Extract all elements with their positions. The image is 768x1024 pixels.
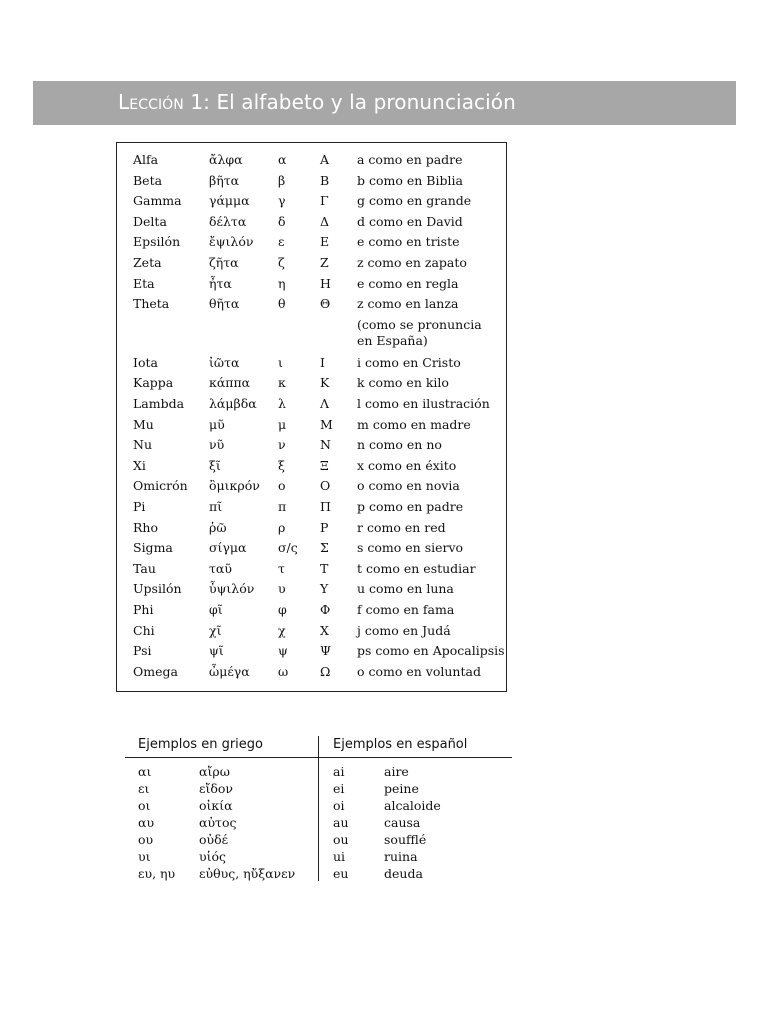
uppercase-letter: Ν bbox=[320, 437, 331, 453]
greek-name: ξῖ bbox=[209, 457, 221, 473]
pronunciation: x como en éxito bbox=[357, 457, 457, 473]
lowercase-letter: α bbox=[278, 152, 287, 167]
greek-examples-header: Ejemplos en griego bbox=[138, 737, 263, 752]
letter-name: Omicrón bbox=[133, 478, 188, 494]
spanish-diphthong: ai bbox=[333, 764, 345, 779]
pronunciation: (como se pronuncia bbox=[357, 316, 482, 332]
uppercase-letter: Ε bbox=[320, 234, 330, 250]
uppercase-letter: Μ bbox=[320, 416, 333, 432]
greek-example: εὐθυς, ηὔξανεν bbox=[199, 866, 296, 881]
lowercase-letter: θ bbox=[278, 296, 286, 312]
lowercase-letter: γ bbox=[278, 193, 286, 209]
uppercase-letter: Ω bbox=[320, 663, 331, 679]
pronunciation: j como en Judá bbox=[357, 622, 451, 638]
letter-name: Chi bbox=[133, 622, 155, 638]
pronunciation: z como en lanza bbox=[357, 296, 459, 312]
greek-diphthong: ει bbox=[138, 781, 150, 796]
letter-name: Mu bbox=[133, 416, 154, 432]
pronunciation: z como en zapato bbox=[357, 255, 467, 270]
pronunciation: o como en novia bbox=[357, 478, 460, 494]
uppercase-letter: Χ bbox=[320, 622, 329, 638]
uppercase-letter: Α bbox=[320, 152, 330, 167]
greek-name: ἔψιλόν bbox=[209, 234, 254, 250]
uppercase-letter: Ο bbox=[320, 478, 331, 494]
uppercase-letter: Κ bbox=[320, 375, 330, 391]
spanish-diphthong: ui bbox=[333, 849, 346, 864]
greek-name: λάμβδα bbox=[209, 396, 257, 411]
greek-example: υἱός bbox=[199, 849, 227, 864]
letter-name: Gamma bbox=[133, 193, 182, 209]
greek-name: ῥῶ bbox=[209, 519, 227, 535]
lowercase-letter: τ bbox=[278, 560, 285, 576]
pronunciation: u como en luna bbox=[357, 581, 454, 597]
letter-name: Phi bbox=[133, 602, 154, 617]
letter-name: Kappa bbox=[133, 375, 174, 391]
lowercase-letter: π bbox=[278, 499, 287, 514]
letter-name: Tau bbox=[133, 560, 156, 576]
pronunciation: e como en triste bbox=[357, 234, 460, 250]
lowercase-letter: λ bbox=[278, 396, 286, 411]
greek-name: χῖ bbox=[209, 622, 222, 638]
uppercase-letter: Σ bbox=[320, 540, 329, 556]
lowercase-letter: ε bbox=[278, 234, 285, 250]
page-title bbox=[118, 90, 516, 114]
spanish-diphthong: ei bbox=[333, 781, 345, 796]
pronunciation: r como en red bbox=[357, 519, 446, 535]
uppercase-letter: Θ bbox=[320, 296, 331, 312]
lowercase-letter: ι bbox=[278, 354, 283, 370]
greek-name: νῦ bbox=[209, 437, 225, 453]
pronunciation: l como en ilustración bbox=[357, 396, 490, 411]
pronunciation: e como en regla bbox=[357, 275, 459, 291]
lowercase-letter: ν bbox=[278, 437, 286, 453]
spanish-example: aire bbox=[384, 764, 409, 779]
greek-diphthong: υι bbox=[138, 849, 151, 864]
letter-name: Sigma bbox=[133, 540, 173, 556]
greek-name: βῆτα bbox=[209, 172, 240, 188]
lowercase-letter: κ bbox=[278, 375, 286, 391]
greek-name: ζῆτα bbox=[209, 255, 239, 270]
uppercase-letter: Δ bbox=[320, 213, 330, 229]
spanish-diphthong: oi bbox=[333, 798, 345, 813]
pronunciation: a como en padre bbox=[357, 152, 463, 167]
pronunciation: i como en Cristo bbox=[357, 354, 461, 370]
greek-name: ὖψιλόν bbox=[209, 581, 255, 597]
greek-name: ἄλφα bbox=[209, 152, 243, 167]
greek-diphthong: αυ bbox=[138, 815, 155, 830]
lowercase-letter: ρ bbox=[278, 519, 286, 535]
greek-name: ἰῶτα bbox=[209, 354, 240, 370]
letter-name: Epsilón bbox=[133, 234, 181, 250]
lowercase-letter: υ bbox=[278, 581, 286, 597]
letter-name: Lambda bbox=[133, 396, 185, 411]
lowercase-letter: ο bbox=[278, 478, 286, 494]
uppercase-letter: Π bbox=[320, 499, 331, 514]
greek-example: αὐτος bbox=[199, 815, 237, 830]
pronunciation: k como en kilo bbox=[357, 375, 449, 391]
letter-name: Iota bbox=[133, 354, 158, 370]
greek-diphthong: ευ, ηυ bbox=[138, 866, 176, 881]
pronunciation-note: en España) bbox=[357, 332, 428, 348]
lesson-title: El alfabeto y la pronunciación bbox=[209, 90, 516, 114]
spanish-example: peine bbox=[384, 781, 419, 796]
lowercase-letter: ζ bbox=[278, 255, 285, 270]
spanish-diphthong: eu bbox=[333, 866, 349, 881]
spanish-example: alcaloide bbox=[384, 798, 441, 813]
uppercase-letter: Γ bbox=[320, 193, 329, 209]
letter-name: Alfa bbox=[133, 152, 159, 167]
pronunciation: n como en no bbox=[357, 437, 442, 453]
examples-divider bbox=[318, 736, 319, 881]
pronunciation: f como en fama bbox=[357, 602, 455, 617]
uppercase-letter: Λ bbox=[320, 396, 330, 411]
pronunciation: d como en David bbox=[357, 213, 463, 229]
spanish-examples-header: Ejemplos en español bbox=[333, 737, 468, 752]
lowercase-letter: ω bbox=[278, 663, 289, 679]
greek-diphthong: οι bbox=[138, 798, 151, 813]
spanish-example: deuda bbox=[384, 866, 423, 881]
pronunciation: m como en madre bbox=[357, 416, 471, 432]
greek-name: ὂμικρόν bbox=[209, 478, 260, 494]
lowercase-letter: ψ bbox=[278, 643, 288, 659]
lowercase-letter: η bbox=[278, 275, 286, 291]
letter-name: Xi bbox=[133, 457, 146, 473]
letter-name: Eta bbox=[133, 275, 155, 291]
lowercase-letter: χ bbox=[278, 622, 286, 638]
lowercase-letter: β bbox=[278, 172, 286, 188]
spanish-example: soufflé bbox=[384, 832, 427, 847]
letter-name: Psi bbox=[133, 643, 152, 659]
letter-name: Upsilón bbox=[133, 581, 182, 597]
greek-name: δέλτα bbox=[209, 213, 247, 229]
spanish-example: ruina bbox=[384, 849, 418, 864]
uppercase-letter: Η bbox=[320, 275, 331, 291]
spanish-diphthong: au bbox=[333, 815, 349, 830]
spanish-example: causa bbox=[384, 815, 421, 830]
letter-name: Omega bbox=[133, 663, 178, 679]
greek-name: γάμμα bbox=[209, 193, 250, 209]
pronunciation: t como en estudiar bbox=[357, 560, 476, 576]
uppercase-letter: Ρ bbox=[320, 519, 329, 535]
uppercase-letter: Υ bbox=[320, 581, 329, 597]
uppercase-letter: Ι bbox=[320, 354, 325, 370]
lesson-label: Lección 1: bbox=[118, 90, 210, 114]
pronunciation: p como en padre bbox=[357, 499, 464, 514]
letter-name: Beta bbox=[133, 172, 163, 188]
lowercase-letter: σ/ς bbox=[278, 540, 298, 556]
uppercase-letter: Β bbox=[320, 172, 330, 188]
lowercase-letter: δ bbox=[278, 213, 286, 229]
pronunciation: s como en siervo bbox=[357, 540, 464, 556]
lowercase-letter: φ bbox=[278, 602, 287, 617]
greek-name: ἦτα bbox=[209, 275, 232, 291]
greek-name: θῆτα bbox=[209, 296, 240, 312]
letter-name: Delta bbox=[133, 213, 167, 229]
greek-name: ψῖ bbox=[209, 643, 224, 659]
greek-name: φῖ bbox=[209, 602, 223, 617]
uppercase-letter: Τ bbox=[320, 560, 329, 576]
uppercase-letter: Ζ bbox=[320, 255, 329, 270]
uppercase-letter: Φ bbox=[320, 602, 331, 617]
greek-diphthong: αι bbox=[138, 764, 152, 779]
greek-example: οὐδέ bbox=[199, 832, 229, 847]
greek-name: ὦμέγα bbox=[209, 663, 250, 679]
letter-name: Theta bbox=[133, 296, 170, 312]
pronunciation: o como en voluntad bbox=[357, 663, 481, 679]
letter-name: Zeta bbox=[133, 255, 162, 270]
pronunciation: b como en Biblia bbox=[357, 172, 463, 188]
greek-name: κάππα bbox=[209, 375, 251, 391]
greek-name: πῖ bbox=[209, 499, 223, 514]
letter-name: Nu bbox=[133, 437, 152, 453]
greek-name: μῦ bbox=[209, 416, 225, 432]
letter-name: Pi bbox=[133, 499, 146, 514]
spanish-diphthong: ou bbox=[333, 832, 349, 847]
uppercase-letter: Ψ bbox=[320, 643, 331, 659]
lowercase-letter: μ bbox=[278, 416, 287, 432]
lowercase-letter: ξ bbox=[278, 457, 285, 473]
greek-example: οἰκία bbox=[199, 798, 233, 813]
pronunciation: g como en grande bbox=[357, 193, 472, 209]
letter-name: Rho bbox=[133, 519, 158, 535]
pronunciation: ps como en Apocalipsis bbox=[357, 643, 505, 659]
greek-diphthong: ου bbox=[138, 832, 154, 847]
greek-name: σίγμα bbox=[209, 540, 247, 556]
greek-example: εἴδον bbox=[199, 781, 234, 796]
greek-name: ταῦ bbox=[209, 560, 232, 576]
greek-example: αἴρω bbox=[199, 764, 230, 779]
uppercase-letter: Ξ bbox=[320, 457, 329, 473]
